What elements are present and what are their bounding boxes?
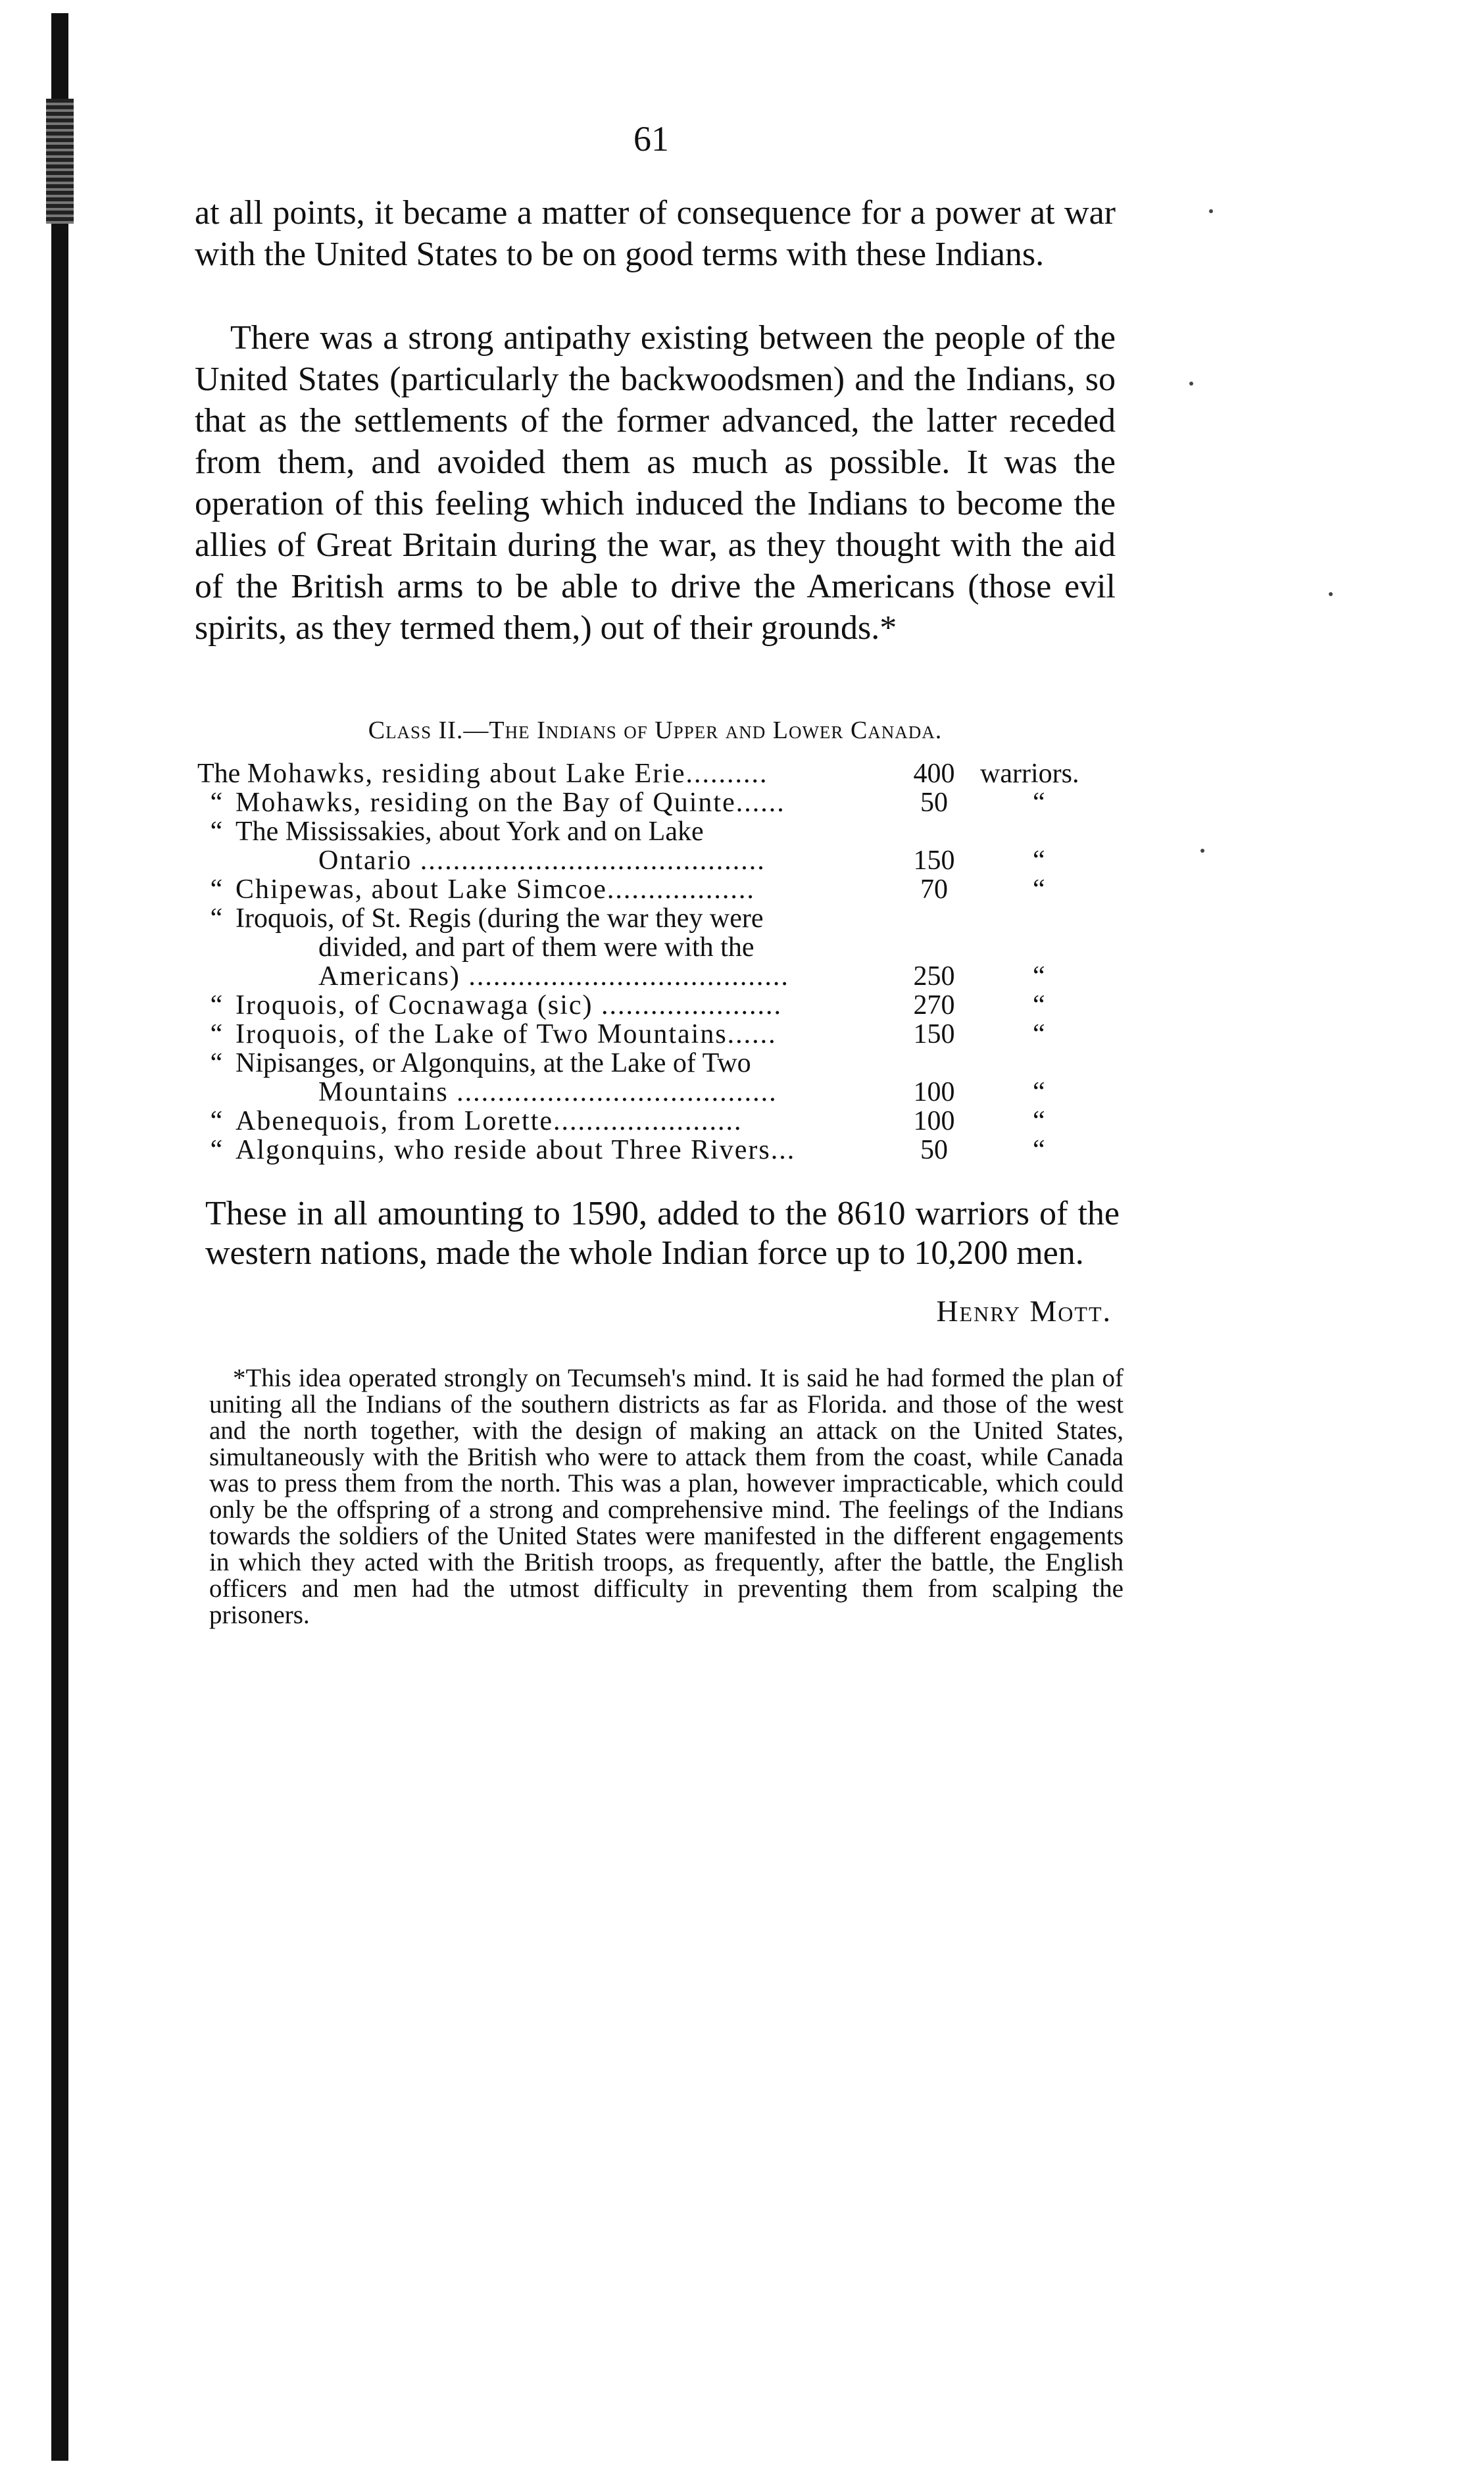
row-unit: “ xyxy=(1033,1135,1045,1165)
row-count: 100 xyxy=(913,1077,955,1107)
row-count: 50 xyxy=(920,1135,948,1165)
row-description-cont: Americans) ....................................... xyxy=(318,961,789,992)
row-unit: “ xyxy=(1033,990,1045,1020)
row-prefix: The xyxy=(197,759,241,789)
paragraph-text: There was a strong antipathy existing between the people of the United States (particularly the backwoodsmen) and the Indians, so that as the settlements of the former advanced, the latter receded from them, and avoided them as much as possible. It was the operation of this feeling which induced the Indians to become the allies of Great Britain during the war, as they thought with the aid of the British arms to be able to drive the Americans (those evil spirits, as they termed them,) out of their grounds.* xyxy=(195,319,1116,647)
row-prefix: “ xyxy=(210,1135,223,1165)
row-description: Nipisanges, or Algonquins, at the Lake of Two xyxy=(235,1048,751,1078)
row-unit: “ xyxy=(1033,874,1045,905)
row-count: 70 xyxy=(920,874,948,905)
row-description-cont: Mountains ....................................... xyxy=(318,1077,778,1107)
row-prefix: “ xyxy=(210,1106,223,1136)
row-description: The Mississakies, about York and on Lake xyxy=(235,817,704,847)
table-row xyxy=(197,1136,1118,1165)
speck xyxy=(1200,849,1204,853)
table-row xyxy=(197,991,1118,1020)
row-unit: “ xyxy=(1033,1019,1045,1049)
row-prefix: “ xyxy=(210,1019,223,1049)
row-count: 150 xyxy=(913,845,955,876)
author-signature: Henry Mott. xyxy=(936,1294,1112,1328)
row-prefix: “ xyxy=(210,817,223,847)
table-row xyxy=(197,1020,1118,1049)
row-description: Iroquois, of Cocnawaga (sic) ...................... xyxy=(235,990,783,1020)
row-description: Chipewas, about Lake Simcoe.................. xyxy=(235,874,755,905)
indian-force-table xyxy=(197,759,1118,1165)
row-count: 250 xyxy=(913,961,955,992)
table-row xyxy=(197,759,1118,788)
row-prefix: “ xyxy=(210,990,223,1020)
table-row xyxy=(197,788,1118,817)
paragraph-text: at all points, it became a matter of consequence for a power at war with the United States to be on good terms with these Indians. xyxy=(195,194,1116,273)
row-unit: “ xyxy=(1033,845,1045,876)
row-description: Iroquois, of the Lake of Two Mountains...... xyxy=(235,1019,777,1049)
table-row xyxy=(197,875,1118,904)
table-row xyxy=(197,817,1118,875)
paragraph-2 xyxy=(195,317,1116,649)
row-prefix: “ xyxy=(210,788,223,818)
row-count: 50 xyxy=(920,788,948,818)
row-unit: warriors. xyxy=(980,759,1079,789)
row-count: 270 xyxy=(913,990,955,1020)
row-description-cont: divided, and part of them were with the xyxy=(318,932,754,963)
row-prefix: “ xyxy=(210,903,223,934)
row-description-cont: Ontario .......................................... xyxy=(318,845,766,876)
row-count: 100 xyxy=(913,1106,955,1136)
row-description: Abenequois, from Lorette....................... xyxy=(235,1106,743,1136)
row-unit: “ xyxy=(1033,788,1045,818)
row-unit: “ xyxy=(1033,1106,1045,1136)
speck xyxy=(1209,209,1213,213)
table-row xyxy=(197,1049,1118,1107)
paragraph-1 xyxy=(195,192,1116,275)
footnote-text: *This idea operated strongly on Tecumseh's mind. It is said he had formed the plan of uniting all the Indians of the southern districts as far as Florida. and those of the west and the north together, with the design of making an attack on the United States, simultaneously with the British who were to attack them from the coast, while Canada was to press them from the north. This was a plan, however impracticable, which could only be the offspring of a strong and comprehensive mind. The feelings of the Indians towards the soldiers of the United States were manifested in the different engagements in which they acted with the British troops, as frequently, after the battle, the English officers and men had the utmost difficulty in preventing them from scalping the prisoners. xyxy=(209,1364,1124,1629)
table-heading: Class II.—The Indians of Upper and Lower Canada. xyxy=(368,717,943,744)
row-count: 150 xyxy=(913,1019,955,1049)
summary-paragraph: These in all amounting to 1590, added to the 8610 warriors of the western nations, made the whole Indian force up to 10,200 men. xyxy=(205,1195,1120,1272)
table-row xyxy=(197,1107,1118,1136)
table-row xyxy=(197,904,1118,991)
speck xyxy=(1189,382,1193,386)
row-description: Iroquois, of St. Regis (during the war they were xyxy=(235,903,764,934)
row-description: Mohawks, residing on the Bay of Quinte...... xyxy=(235,788,785,818)
binding-torn-edge xyxy=(46,99,74,224)
speck xyxy=(1329,592,1333,596)
row-prefix: “ xyxy=(210,1048,223,1078)
row-description: Algonquins, who reside about Three Rivers... xyxy=(235,1135,796,1165)
footnote xyxy=(209,1365,1124,1628)
row-unit: “ xyxy=(1033,1077,1045,1107)
page-number: 61 xyxy=(633,119,669,159)
page-binding-edge xyxy=(51,13,68,2461)
row-prefix: “ xyxy=(210,874,223,905)
row-description: Mohawks, residing about Lake Erie.......... xyxy=(247,759,768,789)
row-count: 400 xyxy=(913,759,955,789)
row-unit: “ xyxy=(1033,961,1045,992)
